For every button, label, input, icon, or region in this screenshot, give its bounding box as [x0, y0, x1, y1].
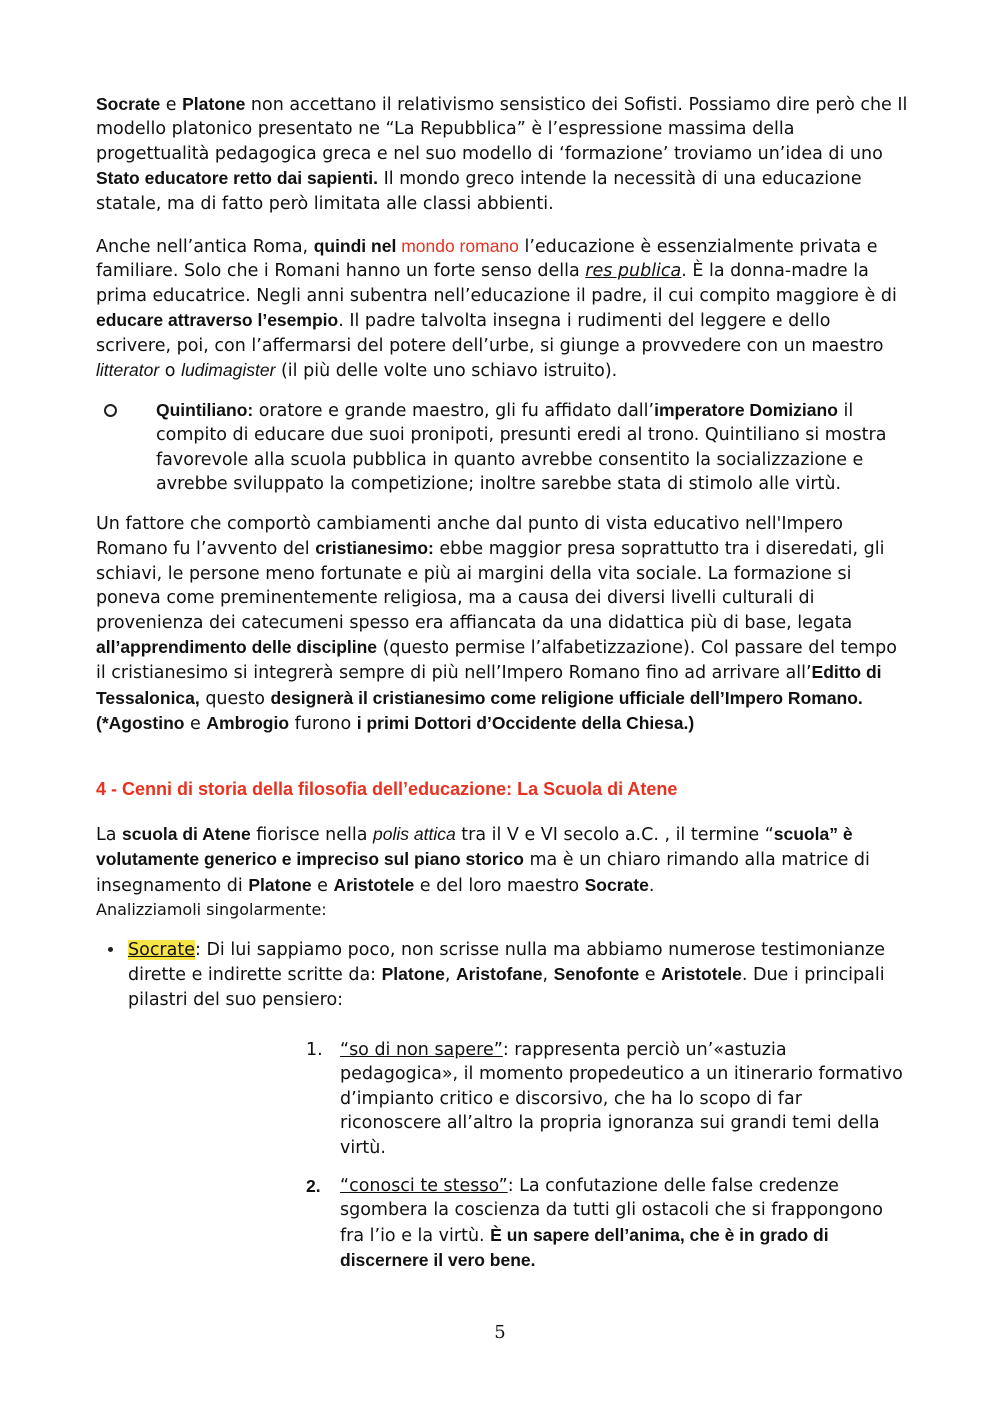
term-cristianesimo: cristianesimo:	[315, 538, 434, 559]
text: Un fattore che comportò cambiamenti anche dal punto di vista educativo nell'Impero Romano fu l’avvento del	[96, 514, 843, 560]
term-socrate: Socrate	[96, 94, 161, 114]
term-domiziano: imperatore Domiziano	[654, 400, 838, 420]
text: questo	[199, 688, 271, 709]
text: La	[96, 825, 123, 845]
text: e	[639, 965, 662, 986]
text: il compito di educare due suoi pronipoti, presunti eredi al trono. Quintiliano si mostra favorevole alla scuola pubblica in quanto avrebbe consentito la socializzazione e avrebbe sviluppato la competizione; inoltre sarebbe stata di stimolo alle virtù.	[156, 401, 887, 495]
text: e del loro maestro	[414, 875, 585, 896]
text: e	[184, 714, 207, 735]
text: oratore e grande maestro, gli fu affidato dall’	[253, 401, 655, 421]
term-aristofane: Aristofane	[455, 964, 543, 985]
bullet-dot-icon	[108, 947, 113, 952]
text: fiorisce nella	[250, 825, 374, 845]
text: .	[648, 875, 655, 896]
term-scuola-generico: scuola” è volutamente generico e impreciso sul piano storico	[96, 824, 853, 870]
term-platone: Platone	[182, 94, 246, 114]
text: ,	[444, 965, 456, 986]
term-conosci-te-stesso: “conosci te stesso”	[340, 1176, 508, 1196]
paragraph-scuola-atene	[96, 822, 908, 923]
term-dottori: i primi Dottori d’Occidente della Chiesa.)	[356, 713, 695, 734]
text: non accettano il relativismo sensistico dei Sofisti. Possiamo dire però che Il modello platonico presentato ne “La Repubblica” è l’espressione massima della progettualità pedagogica greca e nel suo modello di ‘formazione’ troviamo un’idea di uno	[96, 95, 908, 164]
term-ludimagister: ludimagister	[181, 360, 276, 381]
numbered-item-text	[340, 1038, 906, 1160]
page-number: 5	[494, 1322, 506, 1343]
term-stato-educatore: Stato educatore retto dai sapienti.	[96, 168, 378, 189]
term-scuola-atene: scuola di Atene	[122, 824, 251, 844]
text: ma è un chiaro rimando alla matrice di insegnamento di	[96, 850, 870, 896]
item-number: 2.	[306, 1176, 321, 1196]
text: furono	[289, 714, 357, 735]
term-sapere-anima: È un sapere dell’anima, che è in grado di discernere il vero bene.	[340, 1224, 829, 1271]
list-item-socrate	[108, 938, 898, 1012]
text: . Due i principali pilastri del suo pensiero:	[128, 965, 885, 1010]
text: : rappresenta perciò un’«astuzia pedagogica», il momento propedeutico a un itinerario formativo d’impianto critico e discorsivo, che ha lo scopo di far riconoscere all’altro la propria ignoranza sui grandi temi della virtù.	[340, 1040, 903, 1158]
term-quintiliano: Quintiliano:	[156, 400, 254, 420]
term-senofonte: Senofonte	[553, 964, 640, 985]
text: o	[159, 361, 182, 382]
text: e	[311, 875, 334, 896]
term-religione-ufficiale: designerà il cristianesimo come religione ufficiale dell’Impero Romano. (*Agostino	[96, 687, 863, 734]
text: e	[160, 95, 183, 115]
term-aristotele: Aristotele	[661, 964, 742, 985]
numbered-item-text	[340, 1174, 906, 1274]
text: l’educazione è essenzialmente privata e familiare. Solo che i Romani hanno un forte senso della	[96, 237, 878, 282]
list-item-text	[128, 938, 898, 1012]
term-res-publica: res publica	[585, 261, 682, 282]
text: Il mondo greco intende la necessità di una educazione statale, ma di fatto però limitata alle classi abbienti.	[96, 169, 862, 214]
text: : Di lui sappiamo poco, non scrisse nulla ma abbiamo numerose testimonianze dirette e indirette scritte da:	[128, 940, 886, 986]
term-socrate: Socrate	[584, 874, 649, 895]
text: Analizziamoli singolarmente:	[96, 900, 327, 920]
term-litterator: litterator	[96, 360, 160, 381]
text: . Il padre talvolta insegna i rudimenti del leggere e dello scrivere, poi, con l’affermarsi del potere dell’urbe, si giunge a provvedere con un maestro	[96, 311, 884, 356]
term-quindi-nel: quindi nel	[313, 236, 402, 256]
paragraph-platone	[96, 92, 908, 216]
numbered-item-1	[306, 1038, 906, 1160]
text: (questo permise l’alfabetizzazione). Col passare del tempo il cristianesimo si integrerà sempre di più nell’Impero Romano fino ad arrivare all’	[96, 638, 897, 684]
text: . È la donna-madre la prima educatrice. Negli anni subentra nell’educazione il padre, il cui compito maggiore è di	[96, 261, 897, 306]
list-item-quintiliano	[130, 398, 910, 497]
numbered-item-2	[306, 1174, 906, 1274]
list-item-text	[156, 398, 910, 497]
paragraph-roma	[96, 234, 908, 383]
text: : La confutazione delle false credenze sgombera la coscienza da tutti gli ostacoli che si frappongono fra l’io e la virtù.	[340, 1176, 883, 1246]
term-discipline: all’apprendimento delle discipline	[96, 637, 378, 658]
paragraph-cristianesimo	[96, 512, 908, 737]
term-ambrogio: Ambrogio	[206, 713, 290, 734]
term-platone: Platone	[381, 964, 445, 985]
term-so-di-non-sapere: “so di non sapere”	[340, 1040, 503, 1060]
text: ,	[542, 965, 554, 986]
text: ebbe maggior presa soprattutto tra i diseredati, gli schiavi, le persone meno fortunate e più ai margini della vita sociale. La formazione si poneva come preminentemente religiosa, ma a causa dei diversi livelli culturali di provenienza dei catecumeni spesso era affiancata da una didattica più di base, legata	[96, 539, 885, 633]
highlighted-term-socrate: Socrate	[128, 940, 195, 960]
circle-bullet-icon	[104, 404, 117, 417]
term-platone: Platone	[248, 874, 312, 895]
term-polis-attica: polis attica	[373, 824, 456, 844]
section-heading: 4 - Cenni di storia della filosofia dell’educazione: La Scuola di Atene	[96, 779, 678, 799]
term-mondo-romano: mondo romano	[401, 236, 519, 256]
text: (il più delle volte uno schiavo istruito).	[275, 361, 618, 382]
text: tra il V e VI secolo a.C. , il termine “	[455, 825, 774, 845]
term-aristotele: Aristotele	[333, 874, 415, 895]
term-esempio: educare attraverso l’esempio	[96, 310, 339, 331]
text: Anche nell’antica Roma,	[96, 237, 314, 257]
term-editto: Editto di Tessalonica,	[96, 662, 882, 708]
item-number: 1.	[306, 1040, 323, 1060]
